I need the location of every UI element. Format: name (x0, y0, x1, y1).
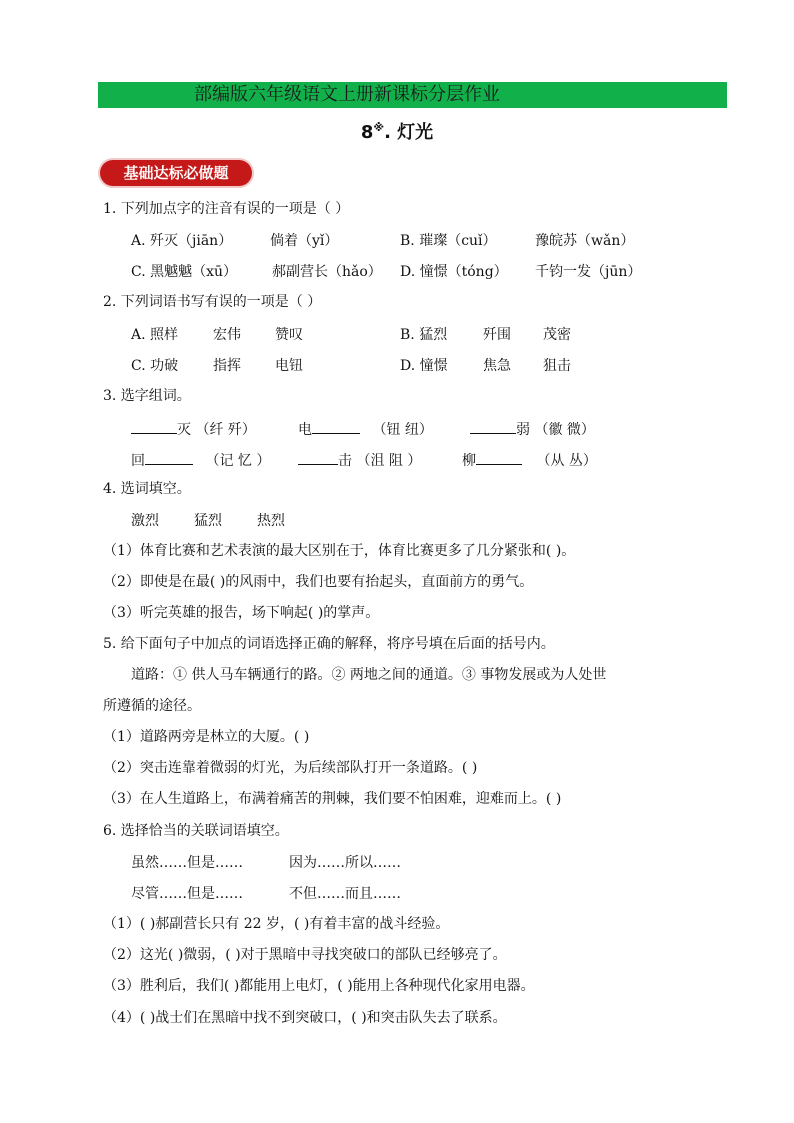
q4-stem: 4. 选词填空。 (103, 481, 191, 497)
q5-sentence-3: （3）在人生道路上，布满着痛苦的荆棘，我们要不怕困难，迎难而上。( ) (103, 791, 562, 807)
q1-option-b2: 豫皖苏（wǎn） (535, 233, 635, 249)
q3-row1-item2: 电 （钮 纽） (298, 417, 433, 439)
q2-option-d-3: 狙击 (543, 358, 571, 374)
q2-option-d: D. 憧憬 (400, 358, 448, 374)
lesson-number: 8 (360, 122, 374, 143)
q5-definition-line1: 道路：① 供人马车辆通行的路。② 两地之间的通道。③ 事物发展或为人处世 (131, 667, 607, 683)
q2-option-c: C. 功破 (131, 358, 179, 374)
q2-option-b-3: 茂密 (543, 327, 571, 343)
title-banner (98, 82, 727, 108)
q5-definition-line2: 所遵循的途径。 (103, 698, 201, 714)
q1-option-a2: 倘着（yǐ） (270, 233, 339, 249)
q2-option-c-3: 电钮 (275, 358, 303, 374)
q6-sentence-3: （3）胜利后，我们( )都能用上电灯，( )能用上各种现代化家用电器。 (103, 978, 535, 994)
q6-conjunction-1: 虽然……但是…… (131, 855, 243, 871)
q6-conjunction-4: 不但……而且…… (289, 886, 401, 902)
q4-sentence-2: （2）即使是在最( )的风雨中，我们也要有抬起头，直面前方的勇气。 (103, 574, 534, 590)
fill-blank[interactable] (312, 417, 360, 434)
q2-option-b-2: 歼围 (483, 327, 511, 343)
q4-sentence-1: （1）体育比赛和艺术表演的最大区别在于，体育比赛更多了几分紧张和( )。 (103, 543, 576, 559)
q3-row2-item2: 击 （沮 阻 ） (298, 448, 421, 470)
q2-option-c-2: 指挥 (213, 358, 241, 374)
q4-sentence-3: （3）听完英雄的报告，场下响起( )的掌声。 (103, 605, 380, 621)
q6-stem: 6. 选择恰当的关联词语填空。 (103, 823, 289, 839)
banner-text: 部编版六年级语文上册新课标分层作业 (194, 84, 500, 105)
q2-option-d-2: 焦急 (483, 358, 511, 374)
q3-row1-item1: 灭 （纤 歼） (131, 417, 256, 439)
fill-blank[interactable] (476, 448, 522, 465)
fill-blank[interactable] (298, 448, 338, 465)
fill-blank[interactable] (145, 448, 193, 465)
q2-option-b: B. 猛烈 (400, 327, 448, 343)
q3-stem: 3. 选字组词。 (103, 388, 191, 404)
q1-option-c2: 郝副营长（hǎo） (272, 264, 382, 280)
q3-row2-item1: 回 （记 忆 ） (131, 448, 270, 470)
q1-option-d2: 千钧一发（jūn） (535, 264, 642, 280)
q5-stem: 5. 给下面句子中加点的词语选择正确的解释，将序号填在后面的括号内。 (103, 636, 555, 652)
q2-option-a-2: 宏伟 (213, 327, 241, 343)
page-title (0, 118, 794, 144)
fill-blank[interactable] (470, 417, 516, 434)
lesson-title: . 灯光 (384, 122, 434, 143)
q5-sentence-1: （1）道路两旁是林立的大厦。( ) (103, 729, 310, 745)
q5-sentence-2: （2）突击连靠着微弱的灯光，为后续部队打开一条道路。( ) (103, 760, 478, 776)
q4-word-2: 猛烈 (194, 513, 222, 529)
q6-sentence-2: （2）这光( )微弱，( )对于黑暗中寻找突破口的部队已经够亮了。 (103, 947, 507, 963)
q2-option-a: A. 照样 (131, 327, 179, 343)
q4-word-3: 热烈 (257, 513, 285, 529)
section-badge: 基础达标必做题 (100, 160, 252, 186)
q1-stem: 1. 下列加点字的注音有误的一项是（ ） (103, 201, 350, 217)
q3-row2-item3: 柳 （从 丛） (462, 448, 597, 470)
q2-stem: 2. 下列词语书写有误的一项是（ ） (103, 294, 322, 310)
lesson-mark: ※ (373, 121, 385, 134)
q6-sentence-1: （1）( )郝副营长只有 22 岁，( )有着丰富的战斗经验。 (103, 916, 450, 932)
q3-row1-item3: 弱 （徽 微） (470, 417, 595, 439)
q6-conjunction-2: 因为……所以…… (289, 855, 401, 871)
fill-blank[interactable] (131, 417, 177, 434)
q1-option-d1: D. 憧憬（tóng） (400, 264, 508, 280)
q4-word-1: 激烈 (131, 513, 159, 529)
q1-option-c1: C. 黑魆魆（xū） (131, 264, 238, 280)
q1-option-b1: B. 璀璨（cuǐ） (400, 233, 497, 249)
q6-conjunction-3: 尽管……但是…… (131, 886, 243, 902)
q6-sentence-4: （4）( )战士们在黑暗中找不到突破口，( )和突击队失去了联系。 (103, 1010, 507, 1026)
q1-option-a1: A. 歼灭（jiān） (131, 233, 233, 249)
q2-option-a-3: 赞叹 (275, 327, 303, 343)
